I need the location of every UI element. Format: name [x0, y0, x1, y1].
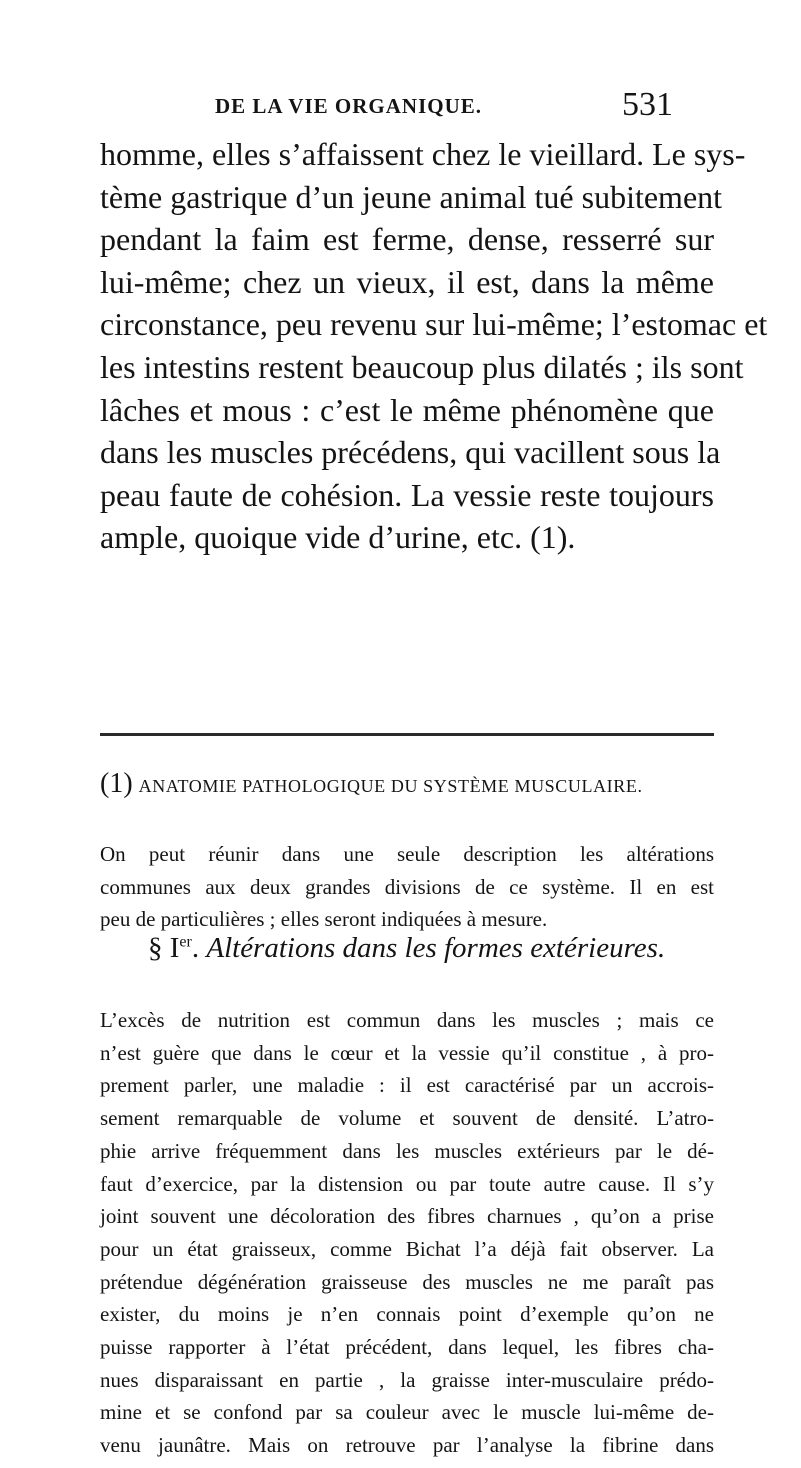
text-line: peau faute de cohésion. La vessie reste toujours	[100, 476, 714, 513]
footnote-line: communes aux deux grandes divisions de ce système. Il en est	[100, 874, 714, 899]
footnote-line: n’est guère que dans le cœur et la vessie qu’il constitue , à pro-	[100, 1040, 714, 1065]
text-line: ample, quoique vide d’urine, etc. (1).	[100, 519, 576, 556]
text-line: lâches et mous : c’est le même phénomène que	[100, 391, 714, 428]
footnote-line: peu de particulières ; elles seront indiquées à mesure.	[100, 907, 548, 932]
footnote-line: nues disparaissant en partie , la graisse inter-musculaire prédo-	[100, 1367, 714, 1392]
main-text	[100, 133, 768, 559]
footnote-line: exister, du moins je n’en connais point d’exemple qu’on ne	[100, 1302, 714, 1327]
footnote-line: sement remarquable de volume et souvent de densité. L’atro-	[100, 1106, 714, 1131]
text-line: homme, elles s’affaissent chez le vieillard. Le sys-	[100, 136, 746, 172]
footnote-line: On peut réunir dans une seule description les altérations	[100, 842, 714, 866]
footnote-heading-text: ANATOMIE PATHOLOGIQUE DU SYSTÈME MUSCULAIRE.	[138, 776, 643, 796]
footnote-line: prement parler, une maladie : il est caractérisé par un accrois-	[100, 1073, 714, 1098]
section-ordinal-sup: er	[179, 933, 192, 951]
footnote-divider	[100, 733, 714, 736]
text-line: les intestins restent beaucoup plus dilatés ; ils sont	[100, 348, 744, 385]
footnote-line: venu jaunâtre. Mais on retrouve par l’analyse la fibrine dans	[100, 1433, 714, 1458]
page-number: 531	[622, 86, 673, 123]
footnote-intro	[100, 838, 714, 936]
footnote-line: phie arrive fréquemment dans les muscles extérieurs par le dé-	[100, 1138, 714, 1163]
footnote-line: prétendue dégénération graisseuse des muscles ne me paraît pas	[100, 1269, 714, 1294]
text-line: lui-même; chez un vieux, il est, dans la même	[100, 263, 714, 300]
footnote-body	[100, 1004, 714, 1462]
section-ordinal: I	[169, 932, 180, 964]
footnote-number: (1)	[100, 768, 133, 799]
footnote-line: joint souvent une décoloration des fibres charnues , qu’on a prise	[100, 1204, 714, 1229]
section-mark: §	[148, 932, 163, 964]
footnote-heading	[100, 768, 720, 800]
section-title-text: Altérations dans les formes extérieures.	[206, 932, 666, 964]
footnote-line: puisse rapporter à l’état précédent, dans lequel, les fibres cha-	[100, 1335, 714, 1360]
running-title: DE LA VIE ORGANIQUE.	[215, 94, 482, 118]
text-line: circonstance, peu revenu sur lui-même; l’estomac et	[100, 306, 768, 343]
text-line: tème gastrique d’un jeune animal tué subitement	[100, 178, 723, 215]
text-line: pendant la faim est ferme, dense, resserré sur	[100, 221, 714, 258]
footnote-line: mine et se confond par sa couleur avec le muscle lui-même de-	[100, 1400, 714, 1425]
footnote-line: faut d’exercice, par la distension ou par toute autre cause. Il s’y	[100, 1171, 714, 1196]
footnote-line: L’excès de nutrition est commun dans les muscles ; mais ce	[100, 1008, 714, 1032]
section-title: § Ier. Altérations dans les formes extérieures.	[148, 932, 666, 964]
footnote-line: pour un état graisseux, comme Bichat l’a déjà fait observer. La	[100, 1236, 714, 1261]
running-head	[0, 86, 801, 126]
text-line: dans les muscles précédens, qui vacillent sous la	[100, 434, 721, 471]
